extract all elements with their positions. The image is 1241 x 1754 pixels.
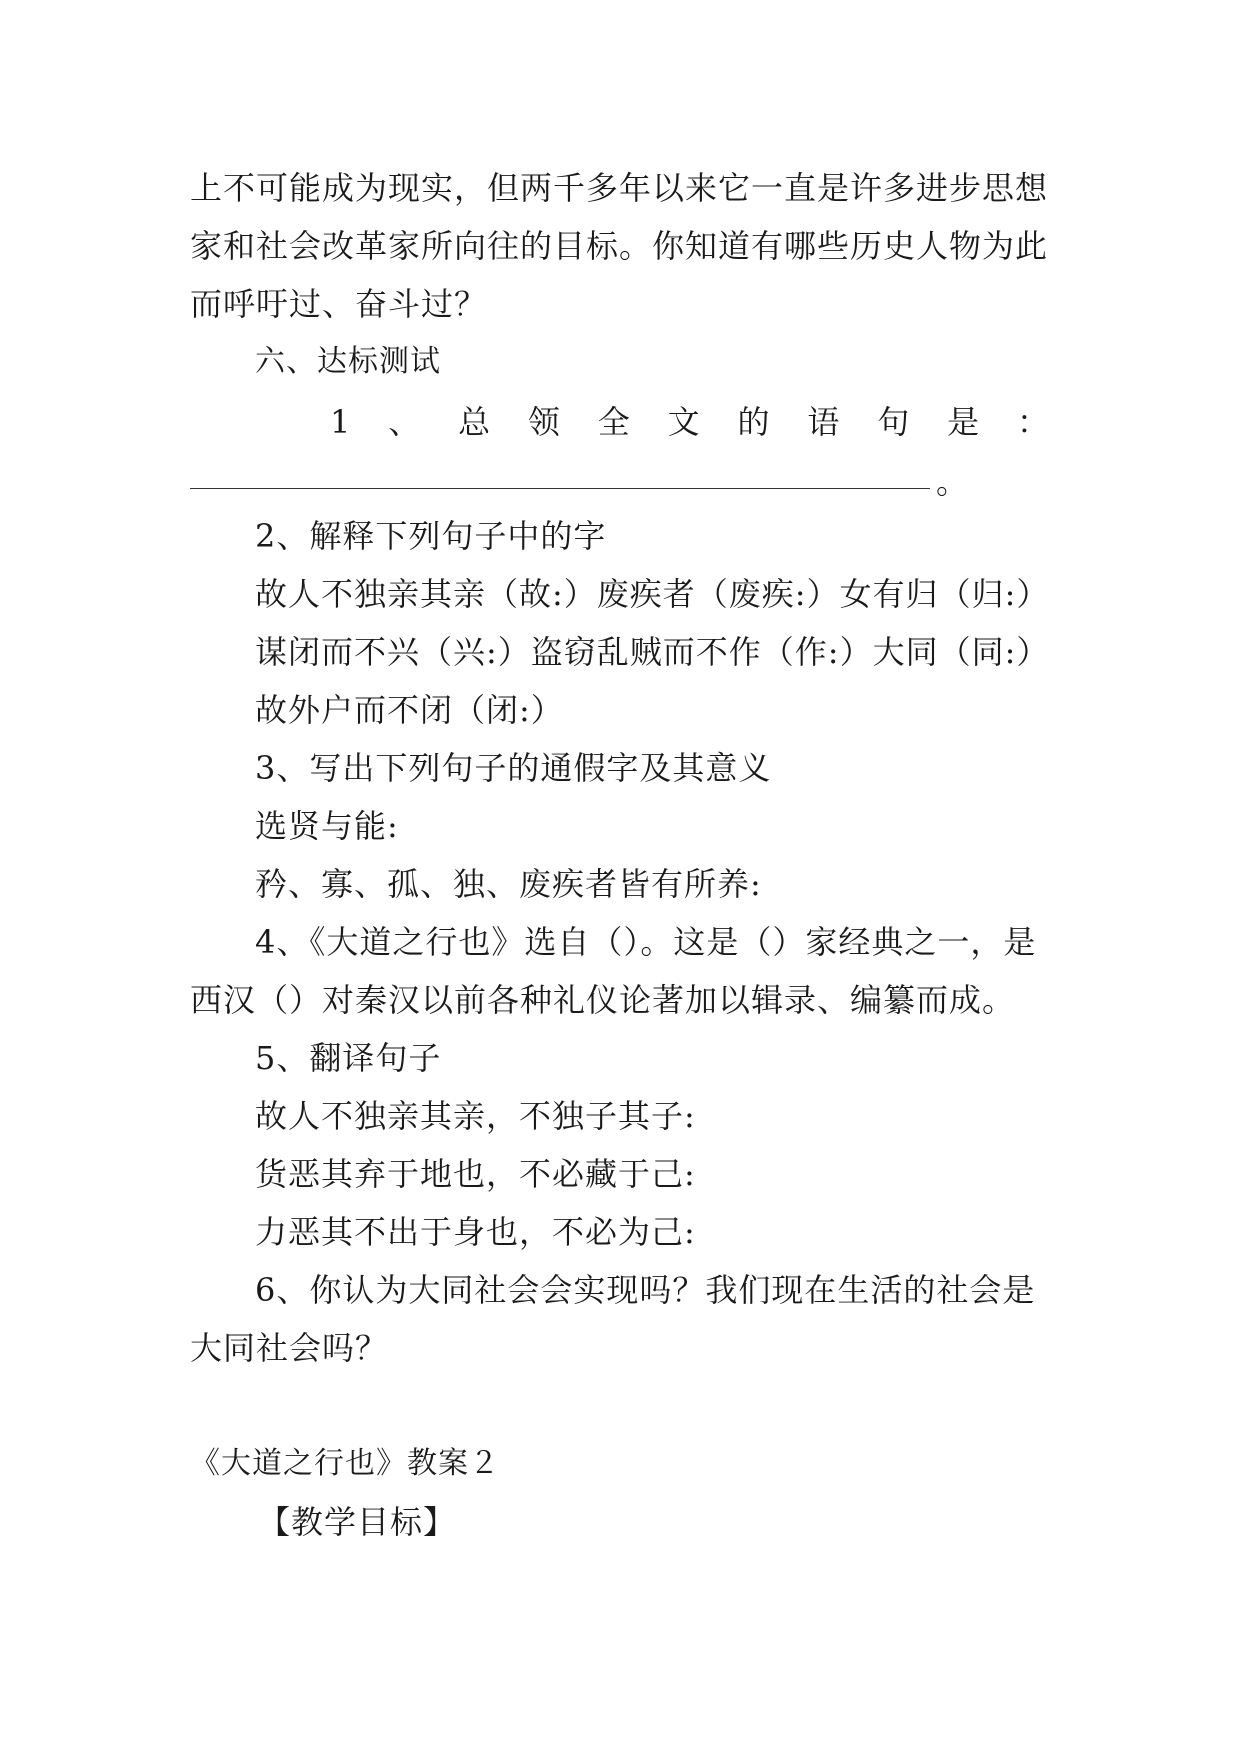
question-1-char: 的 bbox=[737, 403, 771, 441]
question-1-char: 、 bbox=[388, 403, 422, 441]
paragraph-line: 上不可能成为现实，但两千多年以来它一直是许多进步思想 bbox=[190, 169, 1049, 207]
question-1-char: 文 bbox=[667, 403, 701, 441]
paragraph-line: 故外户而不闭（闭:） bbox=[255, 691, 564, 729]
question-1-char: 语 bbox=[807, 403, 841, 441]
paragraph-line: 货恶其弃于地也，不必藏于己: bbox=[255, 1155, 696, 1193]
question-line: 3、写出下列句子的通假字及其意义 bbox=[255, 749, 772, 787]
question-line: 2、解释下列句子中的字 bbox=[255, 517, 607, 555]
answer-blank-end: 。 bbox=[936, 463, 969, 501]
section-heading: 【教学目标】 bbox=[258, 1503, 457, 1541]
paragraph-line: 谋闭而不兴（兴:）盗窃乱贼而不作（作:）大同（同:） bbox=[255, 633, 1050, 671]
paragraph-line: 大同社会吗？ bbox=[190, 1329, 389, 1367]
paragraph-line: 故人不独亲其亲（故:）废疾者（废疾:）女有归（归:） bbox=[255, 575, 1050, 613]
question-1-line bbox=[330, 402, 1050, 442]
section-heading: 六、达标测试 bbox=[255, 344, 441, 379]
question-1-char: 全 bbox=[597, 403, 631, 441]
question-1-char: 领 bbox=[527, 403, 561, 441]
paragraph-line: 而呼吁过、奋斗过？ bbox=[190, 285, 488, 323]
paragraph-line: 故人不独亲其亲，不独子其子: bbox=[255, 1097, 696, 1135]
question-1-char: 总 bbox=[458, 403, 492, 441]
document-title: 《大道之行也》教案２ bbox=[190, 1446, 500, 1481]
paragraph-line: 矜、寡、孤、独、废疾者皆有所养: bbox=[255, 865, 762, 903]
question-1-char: 是 bbox=[947, 403, 981, 441]
paragraph-line: 家和社会改革家所向往的目标。你知道有哪些历史人物为此 bbox=[190, 227, 1049, 265]
question-1-char: 1 bbox=[330, 403, 352, 441]
answer-blank-line bbox=[190, 488, 930, 489]
paragraph-line: 选贤与能: bbox=[255, 807, 399, 845]
paragraph-line: 西汉（）对秦汉以前各种礼仪论著加以辑录、编纂而成。 bbox=[190, 981, 1016, 1019]
paragraph-line: 力恶其不出于身也，不必为己: bbox=[255, 1213, 696, 1251]
question-line: 4、《大道之行也》选自（）。这是（）家经典之一，是 bbox=[255, 923, 1037, 961]
question-line: 6、你认为大同社会会实现吗？我们现在生活的社会是 bbox=[255, 1271, 1036, 1309]
question-line: 5、翻译句子 bbox=[255, 1039, 442, 1077]
question-1-char: 句 bbox=[877, 403, 911, 441]
question-1-char: ： bbox=[1016, 403, 1050, 441]
